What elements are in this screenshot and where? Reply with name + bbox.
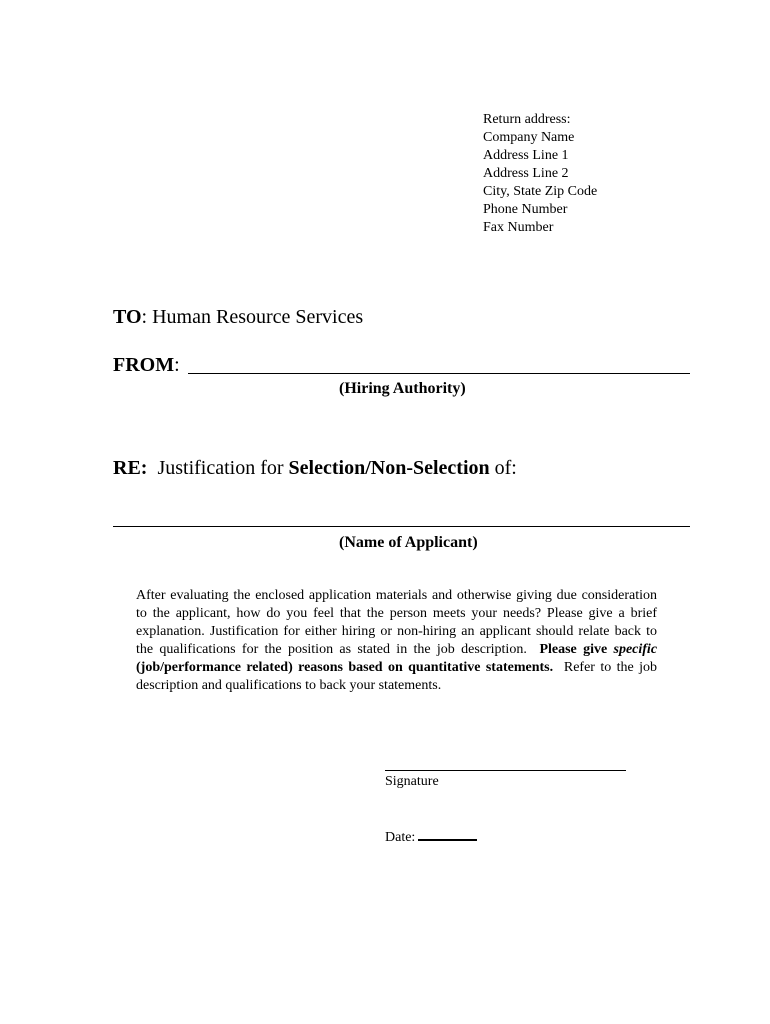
from-blank-field[interactable] [188, 373, 690, 374]
return-address-line: Address Line 2 [483, 166, 569, 181]
name-of-applicant-caption: (Name of Applicant) [339, 534, 478, 551]
from-label: FROM [113, 354, 175, 376]
to-value: Human Resource Services [152, 306, 364, 328]
signature-blank-field[interactable] [385, 770, 626, 771]
re-text-before: Justification for [157, 457, 284, 479]
instructions-paragraph [136, 587, 657, 695]
return-address-line: Company Name [483, 130, 575, 145]
return-address-line: City, State Zip Code [483, 184, 598, 199]
body-bold2: (job/performance related) reasons based on quantitative statements. [136, 660, 554, 675]
date-label: Date: [385, 830, 416, 845]
return-address-line: Fax Number [483, 220, 554, 235]
re-label: RE: [113, 457, 148, 479]
re-text-bold: Selection/Non-Selection [288, 457, 490, 479]
body-part1: After evaluating the enclosed application materials and otherwise giving due consideration to the applicant, how do you feel that the person meets your needs? Please give a brief explanation. Justification for either hiring or non-hiring an applicant should relate back to the qualifications for the position as stated in the job description. [136, 588, 657, 657]
from-line: FROM: [113, 354, 180, 376]
body-part2: Refer to the job description and qualifications to back your statements. [136, 660, 657, 693]
return-address-line: Phone Number [483, 202, 568, 217]
body-bold-italic: specific [613, 642, 658, 657]
return-address-line: Address Line 1 [483, 148, 569, 163]
re-text-after: of: [494, 457, 517, 479]
to-label: TO [113, 306, 142, 328]
to-line: TO: Human Resource Services [113, 306, 364, 328]
date-blank-field[interactable] [418, 827, 477, 841]
return-address-label: Return address: [483, 112, 571, 127]
date-line [385, 827, 477, 846]
return-address-block [483, 111, 597, 237]
re-line [113, 457, 517, 480]
signature-label: Signature [385, 774, 439, 789]
body-bold1: Please give [539, 642, 608, 657]
hiring-authority-caption: (Hiring Authority) [339, 380, 466, 397]
applicant-name-blank-field[interactable] [113, 526, 690, 527]
